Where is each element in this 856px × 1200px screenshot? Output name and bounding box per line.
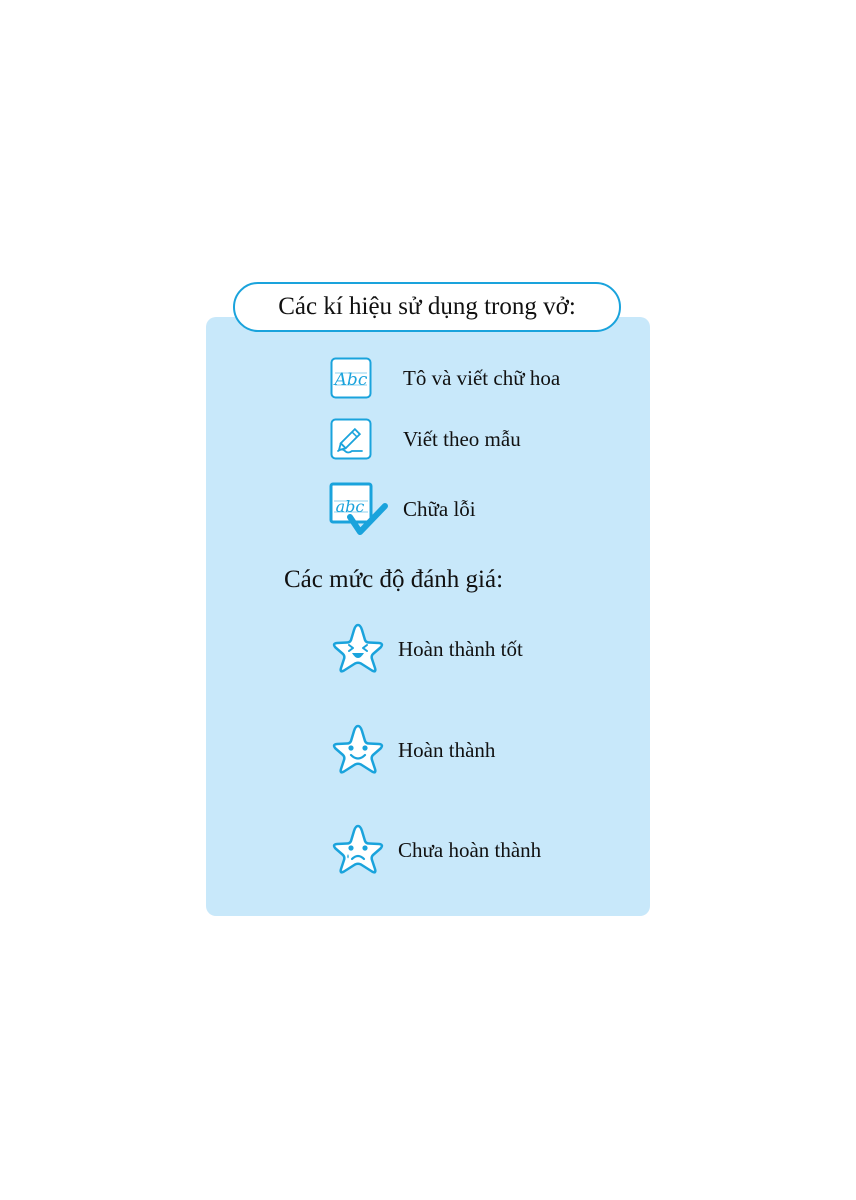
symbol-label-copy: Viết theo mẫu: [403, 426, 521, 451]
symbol-row-copy: [330, 418, 521, 460]
symbol-label-correction: Chữa lỗi: [403, 496, 476, 521]
star-laughing-icon: [330, 622, 386, 676]
svg-text:abc: abc: [335, 497, 365, 516]
svg-text:Abc: Abc: [334, 370, 368, 390]
pencil-writing-icon: [330, 418, 372, 460]
level-label-complete: Hoàn thành: [398, 737, 496, 762]
level-label-incomplete: Chưa hoàn thành: [398, 837, 542, 862]
symbol-label-uppercase: Tô và viết chữ hoa: [403, 365, 561, 390]
level-row-excellent: [330, 622, 523, 676]
star-smiling-icon: [330, 723, 386, 777]
uppercase-writing-icon: [330, 357, 372, 399]
level-row-incomplete: [330, 823, 541, 877]
correction-check-icon: [328, 481, 388, 537]
symbol-row-uppercase: [330, 357, 560, 399]
level-row-complete: [330, 723, 495, 777]
legend-title: Các kí hiệu sử dụng trong vở:: [278, 293, 576, 320]
levels-heading: Các mức độ đánh giá:: [284, 566, 504, 593]
symbol-row-correction: [328, 481, 476, 537]
level-label-excellent: Hoàn thành tốt: [398, 636, 523, 661]
star-crying-icon: [330, 823, 386, 877]
legend-title-box: [233, 282, 621, 332]
